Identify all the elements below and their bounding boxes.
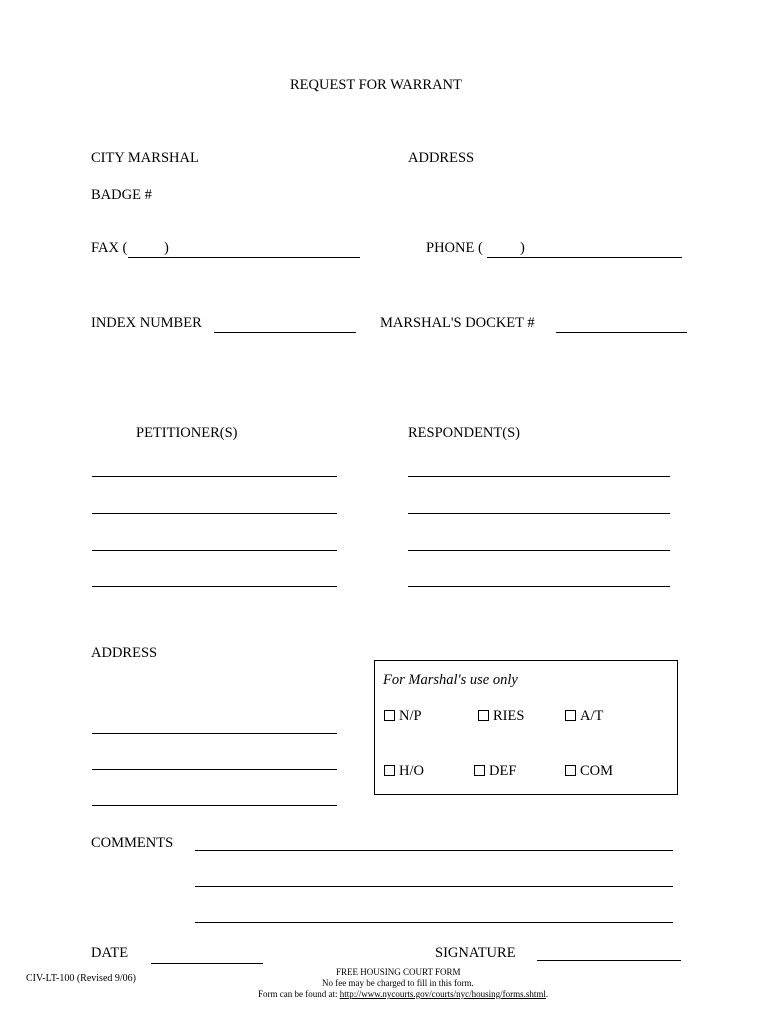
fax-number-field[interactable] (172, 240, 358, 256)
petitioner-field-2[interactable] (94, 496, 335, 512)
respondent-line-4 (408, 586, 670, 587)
at-checkbox[interactable] (565, 710, 576, 721)
docket-line (556, 332, 687, 333)
petitioner-field-4[interactable] (94, 569, 335, 585)
docket-label: MARSHAL'S DOCKET # (380, 315, 535, 331)
marshal-use-title: For Marshal's use only (383, 672, 518, 688)
comments-line-3 (195, 922, 673, 923)
respondent-line-2 (408, 513, 670, 514)
ries-label: RIES (493, 708, 525, 724)
fax-paren-close: ) (164, 240, 169, 256)
respondent-field-2[interactable] (410, 496, 668, 512)
address-field-2[interactable] (94, 752, 335, 768)
index-number-label: INDEX NUMBER (91, 315, 202, 331)
comments-line-1 (195, 850, 673, 851)
comments-field-1[interactable] (197, 833, 671, 849)
com-checkbox[interactable] (565, 765, 576, 776)
respondent-field-4[interactable] (410, 569, 668, 585)
def-label: DEF (489, 763, 517, 779)
fax-line (128, 257, 360, 258)
petitioner-line-4 (92, 586, 337, 587)
address-field-3[interactable] (94, 788, 335, 804)
comments-field-2[interactable] (197, 869, 671, 885)
respondent-line-3 (408, 550, 670, 551)
address-label: ADDRESS (91, 645, 158, 661)
comments-label: COMMENTS (91, 835, 174, 851)
fax-area-code-field[interactable] (132, 240, 162, 256)
forms-url-link[interactable]: http://www.nycourts.gov/courts/nyc/housing/forms.shtml (339, 989, 546, 999)
np-label: N/P (399, 708, 422, 724)
petitioner-line-1 (92, 476, 337, 477)
date-line (151, 963, 263, 964)
ho-checkbox[interactable] (384, 765, 395, 776)
ho-label: H/O (399, 763, 424, 779)
respondents-label: RESPONDENT(S) (408, 425, 520, 441)
def-checkbox[interactable] (474, 765, 485, 776)
docket-field[interactable] (558, 315, 685, 331)
at-label: A/T (580, 708, 604, 724)
comments-line-2 (195, 886, 673, 887)
comments-field-3[interactable] (197, 905, 671, 921)
petitioner-field-3[interactable] (94, 533, 335, 549)
form-location-end: . (545, 989, 549, 999)
petitioner-line-2 (92, 513, 337, 514)
badge-field[interactable] (158, 186, 358, 202)
free-form-notice: FREE HOUSING COURT FORM (336, 967, 461, 977)
address-field-1[interactable] (94, 716, 335, 732)
fax-label: FAX ( (91, 240, 128, 256)
signature-label: SIGNATURE (435, 945, 516, 961)
date-field[interactable] (153, 946, 261, 962)
petitioner-line-3 (92, 550, 337, 551)
phone-paren-close: ) (520, 240, 525, 256)
badge-label: BADGE # (91, 187, 152, 203)
address-line-3 (92, 805, 337, 806)
phone-line (487, 257, 682, 258)
city-marshal-field[interactable] (212, 149, 392, 165)
phone-label: PHONE ( (426, 240, 483, 256)
form-location-label: Form can be found at: (258, 989, 340, 999)
signature-field[interactable] (539, 943, 679, 959)
date-label: DATE (91, 945, 129, 961)
index-number-field[interactable] (216, 315, 354, 331)
form-location (258, 990, 548, 999)
ries-checkbox[interactable] (478, 710, 489, 721)
petitioners-label: PETITIONER(S) (136, 425, 238, 441)
form-title: REQUEST FOR WARRANT (290, 77, 462, 93)
np-checkbox[interactable] (384, 710, 395, 721)
city-marshal-label: CITY MARSHAL (91, 150, 199, 166)
respondent-field-1[interactable] (410, 459, 668, 475)
petitioner-field-1[interactable] (94, 459, 335, 475)
phone-area-code-field[interactable] (492, 240, 518, 256)
com-label: COM (580, 763, 614, 779)
address-line-1 (92, 733, 337, 734)
form-id: CIV-LT-100 (Revised 9/06) (26, 973, 136, 984)
respondent-field-3[interactable] (410, 533, 668, 549)
index-number-line (214, 332, 356, 333)
no-fee-notice: No fee may be charged to fill in this form. (322, 978, 474, 988)
signature-line (537, 960, 681, 961)
marshal-address-label: ADDRESS (408, 150, 475, 166)
address-line-2 (92, 769, 337, 770)
respondent-line-1 (408, 476, 670, 477)
marshal-address-field[interactable] (480, 149, 680, 165)
phone-number-field[interactable] (528, 240, 680, 256)
marshal-use-box (374, 660, 678, 795)
